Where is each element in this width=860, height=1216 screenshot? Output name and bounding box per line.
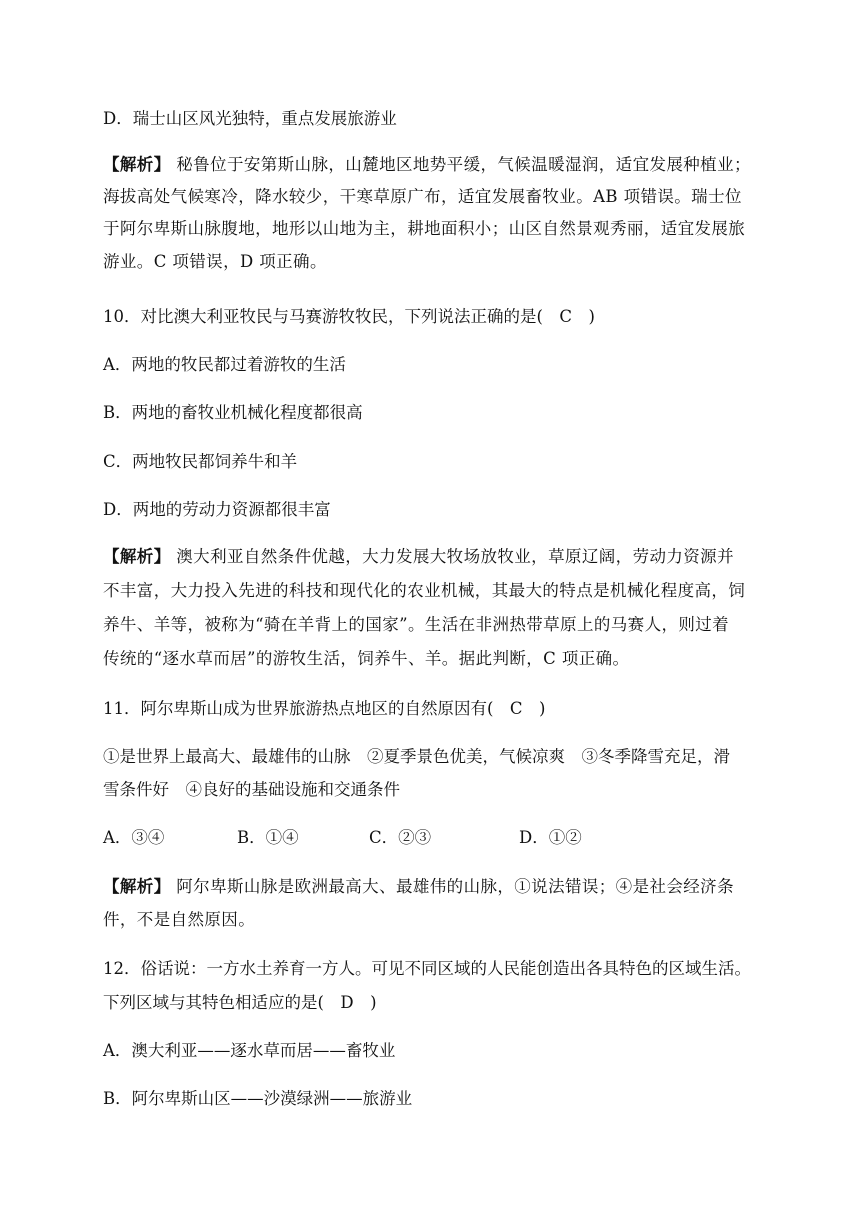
statement-line: 雪条件好 ④良好的基础设施和交通条件: [103, 780, 400, 799]
option-b: B．两地的畜牧业机械化程度都很高: [103, 403, 363, 422]
option-b: B．①④: [237, 828, 299, 847]
analysis-line: 海拔高处气候寒冷，降水较少，干寒草原广布，适宜发展畜牧业。AB 项错误。瑞士位: [103, 187, 742, 206]
statement-line: ①是世界上最高大、最雄伟的山脉 ②夏季景色优美，气候凉爽 ③冬季降雪充足，滑: [103, 747, 730, 766]
analysis-tag: 【解析】: [103, 547, 171, 566]
option-d: D．两地的劳动力资源都很丰富: [103, 500, 331, 519]
analysis-line: 件，不是自然原因。: [103, 910, 256, 929]
question-stem: 下列区域与其特色相适应的是( D ): [103, 993, 377, 1012]
analysis-line: 于阿尔卑斯山脉腹地，地形以山地为主，耕地面积小；山区自然景观秀丽，适宜发展旅: [103, 219, 746, 238]
option-a: A．澳大利亚——逐水草而居——畜牧业: [103, 1041, 396, 1060]
analysis-text: 秘鲁位于安第斯山脉，山麓地区地势平缓，气候温暖湿润，适宜发展种植业；: [176, 155, 751, 174]
option-a: A．③④: [103, 828, 165, 847]
question-stem: 11．阿尔卑斯山成为世界旅游热点地区的自然原因有( C ): [103, 699, 546, 718]
analysis-line: 传统的“逐水草而居”的游牧生活，饲养牛、羊。据此判断，C 项正确。: [103, 649, 630, 668]
question-stem: 10．对比澳大利亚牧民与马赛游牧牧民，下列说法正确的是( C ): [103, 307, 595, 326]
analysis-line: [103, 876, 763, 898]
analysis-line: [103, 546, 763, 568]
analysis-line: [103, 154, 763, 176]
analysis-text: 阿尔卑斯山脉是欧洲最高大、最雄伟的山脉，①说法错误；④是社会经济条: [176, 877, 734, 896]
analysis-tag: 【解析】: [103, 877, 171, 896]
option-c: C．两地牧民都饲养牛和羊: [103, 452, 298, 471]
option-c: C．②③: [369, 828, 432, 847]
analysis-tag: 【解析】: [103, 155, 171, 174]
q9-option-d: D．瑞士山区风光独特，重点发展旅游业: [103, 109, 397, 128]
option-d: D．①②: [519, 828, 582, 847]
analysis-line: 游业。C 项错误，D 项正确。: [103, 252, 327, 271]
option-b: B．阿尔卑斯山区——沙漠绿洲——旅游业: [103, 1089, 413, 1108]
question-stem: 12．俗话说：一方水土养育一方人。可见不同区域的人民能创造出各具特色的区域生活。: [103, 959, 751, 978]
analysis-line: 养牛、羊等，被称为“骑在羊背上的国家”。生活在非洲热带草原上的马赛人，则过着: [103, 615, 730, 634]
option-a: A．两地的牧民都过着游牧的生活: [103, 355, 346, 374]
analysis-line: 不丰富，大力投入先进的科技和现代化的农业机械，其最大的特点是机械化程度高，饲: [103, 581, 746, 600]
analysis-text: 澳大利亚自然条件优越，大力发展大牧场放牧业，草原辽阔，劳动力资源并: [176, 547, 734, 566]
